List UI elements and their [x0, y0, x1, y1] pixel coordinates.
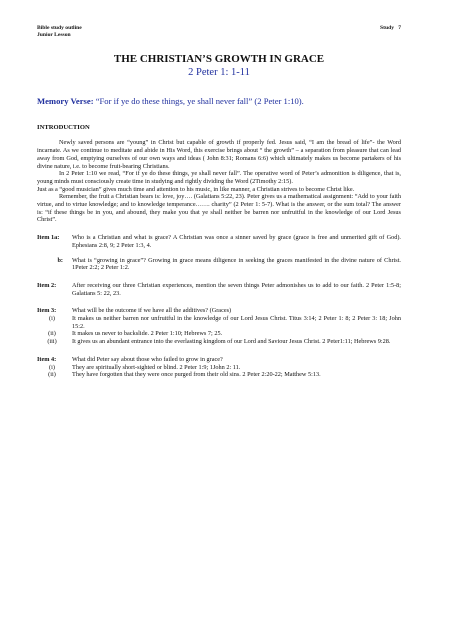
item-2-text: After receiving our three Christian experiences, mention the seven things Peter admonishes us to add to our faith. 2 Peter 1:5-8; Galatians 5: 22, 23.	[72, 281, 401, 297]
item-3	[37, 307, 401, 315]
item-3-sub-ii-text: It makes us never to backslide. 2 Peter 1:10; Hebrews 7; 25.	[72, 330, 223, 338]
item-4-sub-i-label: (i)	[49, 363, 55, 371]
item-4-sub-ii-label: (ii)	[48, 371, 56, 379]
item-1b-text: What is “growing in grace”? Growing in grace means diligence in seeking the graces manifested in the divine nature of Christ. 1Peter 2:2; 2 Peter 1:2.	[72, 256, 401, 272]
item-1a-text: Who is a Christian and what is grace? A Christian was once a sinner saved by grace (grace is free and unmerited gift of God). Ephesians 2:8, 9; 2 Peter 1:3, 4.	[72, 234, 401, 249]
item-3-sub-i-text: It makes us neither barren nor unfruitful in the knowledge of our Lord Jesus Christ. Titus 3:14; 2 Peter 1: 8; 2 Peter 3: 18; John 15:2.	[72, 315, 401, 330]
item-1a	[37, 234, 401, 249]
page-subtitle: 2 Peter 1: 1-11	[188, 67, 250, 79]
item-1b-label: b:	[57, 256, 63, 264]
header-audience: Junior Lesson	[37, 32, 71, 39]
item-1a-label: Item 1a:	[37, 234, 60, 242]
memory-verse-label: Memory Verse:	[37, 96, 94, 107]
item-2	[37, 282, 401, 297]
item-3-sub-i	[37, 315, 401, 330]
introduction-heading	[37, 123, 401, 132]
item-4-text: What did Peter say about those who failed to grow in grace?	[72, 355, 223, 363]
item-1b	[37, 257, 401, 272]
item-4-sub-ii-text: They have forgotten that they were once purged from their old sins. 2 Peter 2:20-22; Matthew 5:13.	[72, 371, 321, 379]
item-3-sub-i-label: (i)	[49, 315, 55, 323]
item-4-sub-ii	[37, 371, 401, 379]
header-series: Bible study outline	[37, 25, 82, 31]
header-study-number: Study 7	[380, 25, 401, 31]
item-3-sub-iii-label: (iii)	[47, 338, 57, 346]
item-4-sub-i-text: They are spiritually short-sighted or blind. 2 Peter 1:9; 1John 2: 11.	[72, 363, 241, 371]
intro-paragraph-1: Newly saved persons are “young” in Christ but capable of growth if properly fed. Jesus said, “I am the bread of life”- the Word incarnate. As we continue to meditate and abide in His Word, this exercise brings about “ the growth” – a separation from pleasure that can lead away from God, emptying ourselves of our own ways and ideas ( John 8:31; Romans 6:6) which ultimately makes us become partakers of his divine nature, i.e. to become fruit-bearing Christians.	[37, 139, 401, 170]
item-3-label: Item 3:	[37, 307, 57, 315]
page-header	[37, 25, 401, 39]
page-title: THE CHRISTIAN’S GROWTH IN GRACE	[113, 53, 325, 66]
intro-paragraph-2: In 2 Peter 1:10 we read, “For if ye do these things, ye shall never fall”. The operative word of Peter’s admonition is diligence, that is, young minds must consciously create time in studying and rightly dividing the Word (2Timothy 2:15).	[37, 170, 401, 185]
item-3-sub-ii	[37, 330, 401, 338]
header-left	[37, 25, 82, 39]
item-4	[37, 356, 401, 364]
item-3-sub-iii	[37, 338, 401, 346]
item-2-label: Item 2:	[37, 281, 57, 289]
item-4-sub-i	[37, 364, 401, 372]
introduction-heading-text: INTRODUCTION	[37, 124, 90, 132]
item-4-label: Item 4:	[37, 355, 57, 363]
memory-verse-text: “For if ye do these things, ye shall never fall” (2 Peter 1:10).	[93, 96, 304, 107]
item-3-sub-iii-text: It gives us an abundant entrance into the everlasting kingdom of our Lord and Saviour Jesus Christ. 2 Peter1:11; Hebrews 9:28.	[72, 338, 391, 346]
item-3-text: What will be the outcome if we have all the additives? (Graces)	[72, 307, 232, 315]
memory-verse	[37, 96, 401, 107]
item-3-sub-ii-label: (ii)	[48, 330, 56, 338]
intro-paragraph-3: Just as a “good musician” gives much time and attention to his music, in like manner, a Christian strives to become Christ like.	[37, 185, 355, 193]
intro-paragraph-4: Remember, the fruit a Christian bears is: love, joy…. (Galatians 5:22, 23). Peter gives us a mathematical assignment: “Add to your faith virtue, and to virtue knowledge; and to knowledge temperance……. charity” (2 Peter 1: 5-7). What is the answer, or the sum total? The answer is: “if these things be in you, and abound, they make you that ye shall neither be barren nor unfruitful in the knowledge of our Lord Jesus Christ”.	[37, 193, 401, 224]
